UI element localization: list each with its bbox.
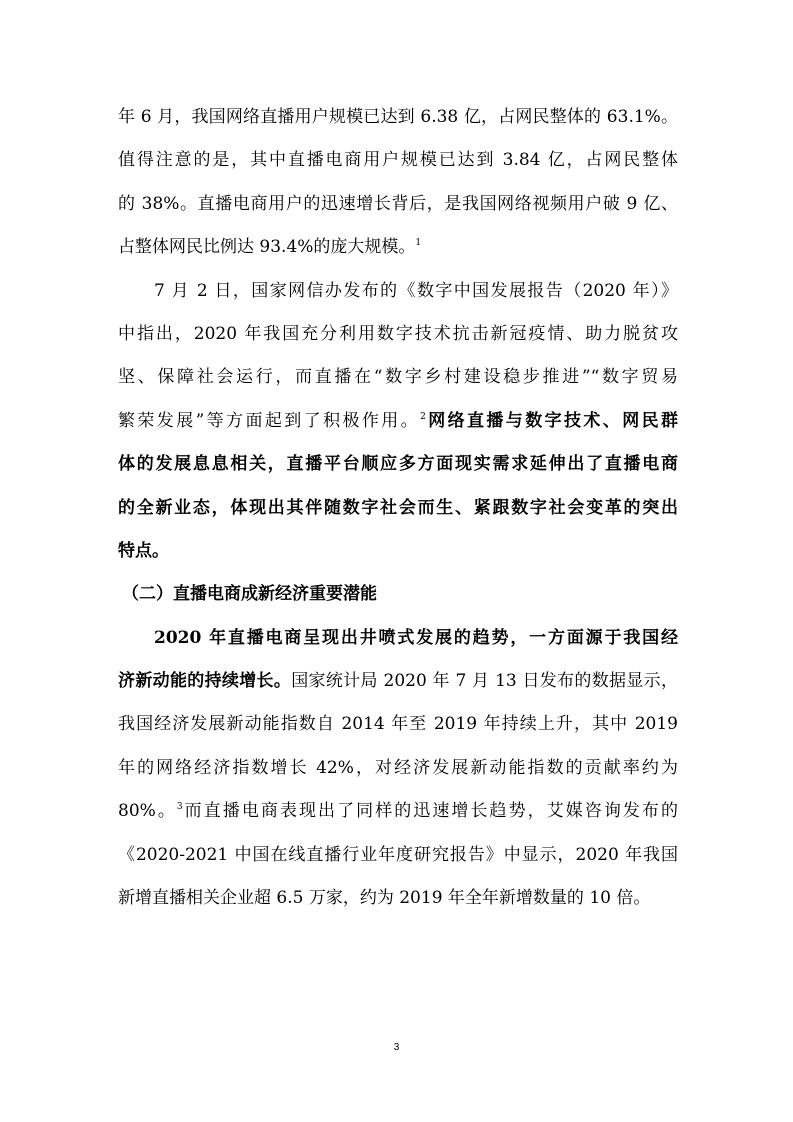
footnote-ref: 2 [420,411,426,422]
text-line: 我国经济发展新动能指数自 2014 年至 2019 年持续上升，其中 2019 [118,714,678,735]
bold-text-segment: 济新动能的持续增长。 [118,671,292,692]
text-segment: 国家统计局 2020 年 7 月 13 日发布的数据显示， [291,671,679,692]
text-line: 坚、保障社会运行，而直播在“数字乡村建设稳步推进”“数字贸易 [118,367,678,388]
bold-text-line: 的全新业态，体现出其伴随数字社会而生、紧跟数字社会变革的突出 [118,497,678,518]
text-line: 值得注意的是，其中直播电商用户规模已达到 3.84 亿，占网民整体 [118,150,678,171]
text-line [118,790,678,833]
footnote-ref: 3 [176,802,183,813]
paragraph-2 [118,270,678,574]
text-line [118,660,678,703]
text-segment: 繁荣发展”等方面起到了积极作用。 [118,410,421,431]
text-segment: 80%。 [118,801,177,822]
text-line [118,226,678,269]
text-line: 7 月 2 日，国家网信办发布的《数字中国发展报告（2020 年）》 [154,280,678,301]
text-line: 的 38%。直播电商用户的迅速增长背后，是我国网络视频用户破 9 亿、 [118,193,678,214]
section-heading: （二）直播电商成新经济重要潜能 [122,584,377,605]
page-number: 3 [393,1042,400,1053]
document-body [118,96,678,920]
bold-text-line: 体的发展息息相关，直播平台顺应多方面现实需求延伸出了直播电商 [118,454,678,475]
text-line: 年 6 月，我国网络直播用户规模已达到 6.38 亿，占网民整体的 63.1%。 [118,107,678,127]
text-line: 中指出，2020 年我国充分利用数字技术抗击新冠疫情、助力脱贫攻 [118,323,678,344]
bold-text-line: 特点。 [118,540,169,561]
bold-text-segment: 网络直播与数字技术、网民群 [425,410,678,431]
paragraph-1 [118,96,678,270]
text-segment: 而直播电商表现出了同样的迅速增长趋势，艾媒咨询发布的 [182,801,678,822]
paragraph-3 [118,617,678,921]
text-line: 年的网络经济指数增长 42%，对经济发展新动能指数的贡献率约为 [118,757,678,778]
text-segment: 占整体网民比例达 93.4%的庞大规模。 [118,237,416,258]
text-line [118,400,678,443]
footnote-ref: 1 [415,238,422,249]
text-line: 《2020-2021 中国在线直播行业年度研究报告》中显示，2020 年我国 [118,844,678,865]
bold-text-line: 2020 年直播电商呈现出井喷式发展的趋势，一方面源于我国经 [154,627,678,648]
text-line: 新增直播相关企业超 6.5 万家，约为 2019 年全年新增数量的 10 倍。 [118,888,651,909]
